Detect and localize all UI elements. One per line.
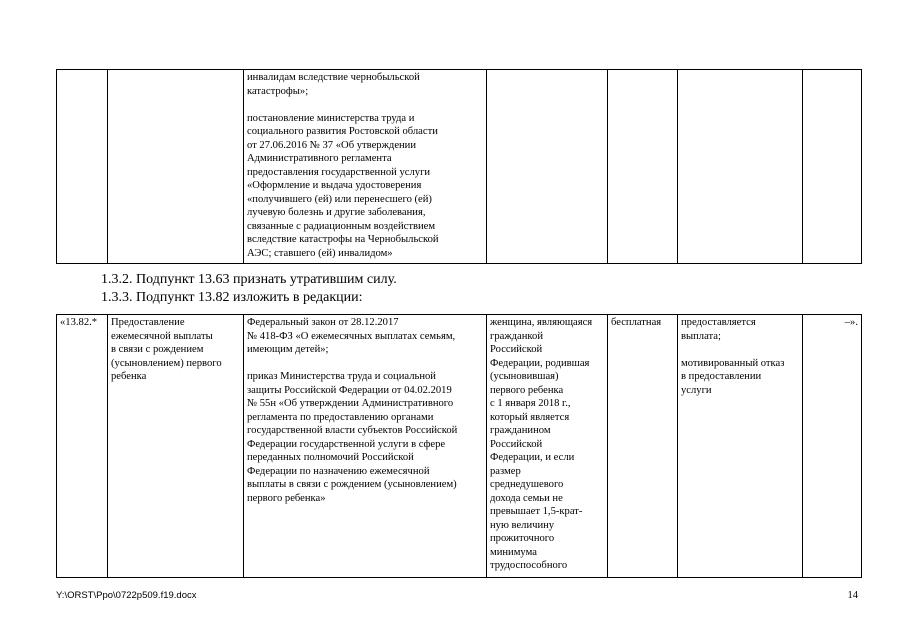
cell-number xyxy=(57,70,108,264)
cell-legal-basis: инвалидам вследствие чернобыльской катастрофы»; постановление министерства труда и социального развития Ростовской области от 27.06.2016 № 37 «Об утверждении Административного регламента предоставления государственной услуги «Оформление и выдача удостоверения «получившего (ей) или перенесшего (ей) лучевую болезнь и другие заболевания, связанные с радиационным воздействием вследствие катастрофы на Чернобыльской АЭС; ставшего (ей) инвалидом» xyxy=(244,70,487,264)
cell-extra xyxy=(803,70,862,264)
paragraph-1-3-2: 1.3.2. Подпункт 13.63 признать утратившим силу. xyxy=(101,272,397,287)
cell-service-name: Предоставление ежемесячной выплаты в связи с рождением (усыновлением) первого ребенка xyxy=(108,315,244,578)
page-number: 14 xyxy=(847,590,858,601)
cell-number: «13.82.* xyxy=(57,315,108,578)
cell-fee xyxy=(608,70,678,264)
top-table-continuation xyxy=(56,69,862,264)
table-item-13-82 xyxy=(56,314,862,578)
cell-recipients xyxy=(487,70,608,264)
table-row xyxy=(57,70,862,264)
cell-legal-basis: Федеральный закон от 28.12.2017 № 418-ФЗ «О ежемесячных выплатах семьям, имеющим детей»; приказ Министерства труда и социальной защиты Российской Федерации от 04.02.2019 № 55н «Об утверждении Административного регламента по предоставлению органами государственной власти субъектов Российской Федерации государственной услуги в сфере переданных полномочий Российской Федерации по назначению ежемесячной выплаты в связи с рождением (усыновлением) первого ребенка» xyxy=(244,315,487,578)
cell-result xyxy=(678,70,803,264)
cell-fee: бесплатная xyxy=(608,315,678,578)
paragraph-1-3-3: 1.3.3. Подпункт 13.82 изложить в редакции: xyxy=(101,290,363,305)
cell-extra: –». xyxy=(803,315,862,578)
footer-file-path: Y:\ORST\Ppo\0722p509.f19.docx xyxy=(56,590,197,601)
cell-recipients: женщина, являющаяся гражданкой Российской Федерации, родившая (усыновившая) первого ребенка с 1 января 2018 г., который является гражданином Российской Федерации, и если размер среднедушевого дохода семьи не превышает 1,5-крат- ную величину прожиточного минимума трудоспособного xyxy=(487,315,608,578)
cell-result: предоставляется выплата; мотивированный отказ в предоставлении услуги xyxy=(678,315,803,578)
table-row xyxy=(57,315,862,578)
cell-service-name xyxy=(108,70,244,264)
